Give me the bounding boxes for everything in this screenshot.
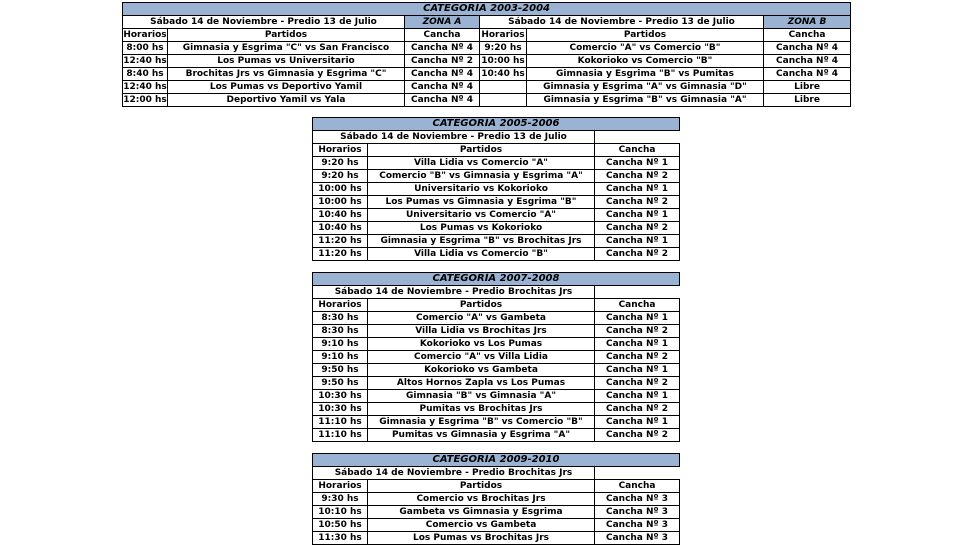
schedule-table-2009-2010 bbox=[312, 453, 680, 545]
court-cell: Cancha Nº 1 bbox=[595, 312, 680, 325]
match-cell: Kokorioko vs Los Pumas bbox=[368, 338, 595, 351]
header-cancha: Cancha bbox=[405, 29, 480, 42]
time-cell: 10:00 hs bbox=[313, 183, 368, 196]
table-row bbox=[123, 68, 851, 81]
court-cell: Libre bbox=[764, 94, 851, 107]
court-cell: Cancha Nº 3 bbox=[595, 519, 680, 532]
court-cell: Cancha Nº 4 bbox=[405, 81, 480, 94]
zone-a-label: ZONA A bbox=[405, 16, 480, 29]
match-cell: Gimnasia "B" vs Gimnasia "A" bbox=[368, 390, 595, 403]
date-venue-zone-b: Sábado 14 de Noviembre - Predio 13 de Julio bbox=[480, 16, 764, 29]
time-cell: 10:40 hs bbox=[481, 69, 525, 79]
court-cell: Cancha Nº 2 bbox=[595, 325, 680, 338]
table-row bbox=[313, 377, 680, 390]
court-cell: Cancha Nº 4 bbox=[405, 94, 480, 107]
table-row bbox=[313, 235, 680, 248]
schedule-table-2005-2006 bbox=[312, 117, 680, 261]
time-cell: 11:10 hs bbox=[313, 429, 368, 442]
match-cell: Gimnasia y Esgrima "A" vs Gimnasia "D" bbox=[527, 81, 764, 94]
match-cell: Comercio vs Brochitas Jrs bbox=[368, 493, 595, 506]
match-cell: Comercio vs Gambeta bbox=[368, 519, 595, 532]
court-cell: Cancha Nº 4 bbox=[764, 42, 851, 55]
match-cell: Comercio "A" vs Gambeta bbox=[368, 312, 595, 325]
court-cell: Cancha Nº 1 bbox=[595, 364, 680, 377]
time-cell: 8:30 hs bbox=[313, 325, 368, 338]
header-partidos: Partidos bbox=[368, 480, 595, 493]
header-partidos: Partidos bbox=[368, 144, 595, 157]
table-row bbox=[313, 338, 680, 351]
time-cell: 10:30 hs bbox=[313, 403, 368, 416]
time-cell: 10:10 hs bbox=[313, 506, 368, 519]
time-cell: 12:00 hs bbox=[123, 95, 167, 105]
header-partidos: Partidos bbox=[527, 29, 764, 42]
match-cell: Gimnasia y Esgrima "B" vs Gimnasia "A" bbox=[527, 94, 764, 107]
header-cancha: Cancha bbox=[595, 144, 680, 157]
court-cell: Cancha Nº 3 bbox=[595, 493, 680, 506]
time-cell: 11:20 hs bbox=[313, 248, 368, 261]
time-cell: 10:40 hs bbox=[313, 222, 368, 235]
match-cell: Brochitas Jrs vs Gimnasia y Esgrima "C" bbox=[168, 68, 405, 81]
table-row bbox=[313, 325, 680, 338]
match-cell: Villa Lidia vs Comercio "A" bbox=[368, 157, 595, 170]
court-cell: Cancha Nº 1 bbox=[595, 338, 680, 351]
time-cell: 9:30 hs bbox=[313, 493, 368, 506]
zone-b-label: ZONA B bbox=[764, 16, 851, 29]
match-cell: Altos Hornos Zapla vs Los Pumas bbox=[368, 377, 595, 390]
match-cell: Villa Lidia vs Comercio "B" bbox=[368, 248, 595, 261]
match-cell: Villa Lidia vs Brochitas Jrs bbox=[368, 325, 595, 338]
match-cell: Kokorioko vs Comercio "B" bbox=[527, 55, 764, 68]
court-cell: Cancha Nº 4 bbox=[405, 68, 480, 81]
match-cell: Los Pumas vs Brochitas Jrs bbox=[368, 532, 595, 545]
court-cell: Cancha Nº 1 bbox=[595, 416, 680, 429]
court-cell: Cancha Nº 1 bbox=[595, 183, 680, 196]
match-cell: Los Pumas vs Gimnasia y Esgrima "B" bbox=[368, 196, 595, 209]
time-cell: 11:10 hs bbox=[313, 416, 368, 429]
header-cancha: Cancha bbox=[595, 480, 680, 493]
court-cell: Cancha Nº 2 bbox=[595, 248, 680, 261]
time-cell: 8:00 hs bbox=[123, 42, 168, 55]
match-cell: Gimnasia y Esgrima "B" vs Pumitas bbox=[527, 68, 764, 81]
table-row bbox=[123, 42, 851, 55]
category-title: CATEGORÍA 2007-2008 bbox=[313, 273, 680, 286]
court-cell: Cancha Nº 2 bbox=[595, 403, 680, 416]
court-cell: Cancha Nº 2 bbox=[595, 351, 680, 364]
table-row bbox=[313, 493, 680, 506]
match-cell: Gambeta vs Gimnasia y Esgrima bbox=[368, 506, 595, 519]
time-cell bbox=[480, 81, 527, 94]
table-row bbox=[313, 248, 680, 261]
table-row bbox=[313, 170, 680, 183]
match-cell: Los Pumas vs Universitario bbox=[168, 55, 405, 68]
time-cell: 9:10 hs bbox=[313, 338, 368, 351]
table-row bbox=[313, 157, 680, 170]
table-row bbox=[313, 209, 680, 222]
header-horarios: Horarios bbox=[123, 30, 167, 40]
table-row bbox=[313, 351, 680, 364]
schedule-table-2003-2004 bbox=[122, 2, 851, 107]
court-cell: Cancha Nº 3 bbox=[595, 532, 680, 545]
header-horarios: Horarios bbox=[313, 299, 368, 312]
time-cell: 12:40 hs bbox=[123, 82, 167, 92]
table-row bbox=[313, 429, 680, 442]
table-row bbox=[313, 312, 680, 325]
time-cell: 9:20 hs bbox=[313, 157, 368, 170]
match-cell: Deportivo Yamil vs Yala bbox=[168, 94, 405, 107]
header-horarios: Horarios bbox=[313, 144, 368, 157]
date-venue: Sábado 14 de Noviembre - Predio Brochitas Jrs bbox=[313, 286, 595, 299]
court-cell: Cancha Nº 4 bbox=[405, 42, 480, 55]
date-venue: Sábado 14 de Noviembre - Predio 13 de Julio bbox=[313, 131, 595, 144]
table-row bbox=[313, 196, 680, 209]
match-cell: Los Pumas vs Deportivo Yamil bbox=[168, 81, 405, 94]
header-horarios: Horarios bbox=[481, 30, 525, 40]
time-cell: 10:00 hs bbox=[313, 196, 368, 209]
table-row bbox=[313, 416, 680, 429]
time-cell: 9:20 hs bbox=[480, 42, 527, 55]
table-row bbox=[313, 390, 680, 403]
header-cancha: Cancha bbox=[764, 29, 851, 42]
match-cell: Universitario vs Comercio "A" bbox=[368, 209, 595, 222]
time-cell: 10:00 hs bbox=[481, 56, 525, 66]
court-cell: Cancha Nº 2 bbox=[595, 196, 680, 209]
time-cell bbox=[480, 94, 527, 107]
court-cell: Cancha Nº 4 bbox=[764, 55, 851, 68]
table-row bbox=[313, 532, 680, 545]
court-cell: Cancha Nº 2 bbox=[595, 222, 680, 235]
header-cancha: Cancha bbox=[595, 299, 680, 312]
match-cell: Gimnasia y Esgrima "B" vs Brochitas Jrs bbox=[368, 235, 595, 248]
match-cell: Pumitas vs Brochitas Jrs bbox=[368, 403, 595, 416]
time-cell: 11:30 hs bbox=[313, 532, 368, 545]
time-cell: 8:30 hs bbox=[313, 312, 368, 325]
time-cell: 10:40 hs bbox=[313, 209, 368, 222]
category-title: CATEGORÍA 2003-2004 bbox=[123, 3, 851, 16]
court-cell: Cancha Nº 2 bbox=[595, 170, 680, 183]
match-cell: Los Pumas vs Kokorioko bbox=[368, 222, 595, 235]
time-cell: 8:40 hs bbox=[123, 68, 168, 81]
table-row bbox=[123, 94, 851, 107]
match-cell: Universitario vs Kokorioko bbox=[368, 183, 595, 196]
time-cell: 10:30 hs bbox=[313, 390, 368, 403]
court-cell: Cancha Nº 2 bbox=[595, 377, 680, 390]
court-cell: Cancha Nº 2 bbox=[405, 55, 480, 68]
table-row bbox=[313, 506, 680, 519]
header-partidos: Partidos bbox=[368, 299, 595, 312]
header-partidos: Partidos bbox=[168, 29, 405, 42]
schedule-table-2007-2008 bbox=[312, 272, 680, 442]
date-venue: Sábado 14 de Noviembre - Predio Brochitas Jrs bbox=[313, 467, 595, 480]
table-row bbox=[123, 81, 851, 94]
date-venue-zone-a: Sábado 14 de Noviembre - Predio 13 de Julio bbox=[123, 16, 405, 29]
match-cell: Comercio "B" vs Gimnasia y Esgrima "A" bbox=[368, 170, 595, 183]
table-row bbox=[313, 403, 680, 416]
court-cell: Cancha Nº 1 bbox=[595, 390, 680, 403]
court-cell: Cancha Nº 4 bbox=[764, 68, 851, 81]
match-cell: Kokorioko vs Gambeta bbox=[368, 364, 595, 377]
category-title: CATEGORÍA 2009-2010 bbox=[313, 454, 680, 467]
court-cell: Cancha Nº 1 bbox=[595, 209, 680, 222]
court-cell: Cancha Nº 1 bbox=[595, 235, 680, 248]
time-cell: 9:20 hs bbox=[313, 170, 368, 183]
match-cell: Comercio "A" vs Comercio "B" bbox=[527, 42, 764, 55]
time-cell: 9:50 hs bbox=[313, 377, 368, 390]
match-cell: Gimnasia y Esgrima "C" vs San Francisco bbox=[168, 42, 405, 55]
time-cell: 9:10 hs bbox=[313, 351, 368, 364]
table-row bbox=[313, 519, 680, 532]
category-title: CATEGORÍA 2005-2006 bbox=[313, 118, 680, 131]
court-cell: Libre bbox=[764, 81, 851, 94]
table-row bbox=[313, 183, 680, 196]
time-cell: 12:40 hs bbox=[123, 56, 167, 66]
table-row bbox=[123, 55, 851, 68]
match-cell: Gimnasia y Esgrima "B" vs Comercio "B" bbox=[368, 416, 595, 429]
time-cell: 11:20 hs bbox=[313, 235, 368, 248]
table-row bbox=[313, 364, 680, 377]
time-cell: 10:50 hs bbox=[313, 519, 368, 532]
court-cell: Cancha Nº 1 bbox=[595, 157, 680, 170]
header-horarios: Horarios bbox=[313, 480, 368, 493]
court-cell: Cancha Nº 2 bbox=[595, 429, 680, 442]
match-cell: Pumitas vs Gimnasia y Esgrima "A" bbox=[368, 429, 595, 442]
table-row bbox=[313, 222, 680, 235]
time-cell: 9:50 hs bbox=[313, 364, 368, 377]
court-cell: Cancha Nº 3 bbox=[595, 506, 680, 519]
match-cell: Comercio "A" vs Villa Lidia bbox=[368, 351, 595, 364]
